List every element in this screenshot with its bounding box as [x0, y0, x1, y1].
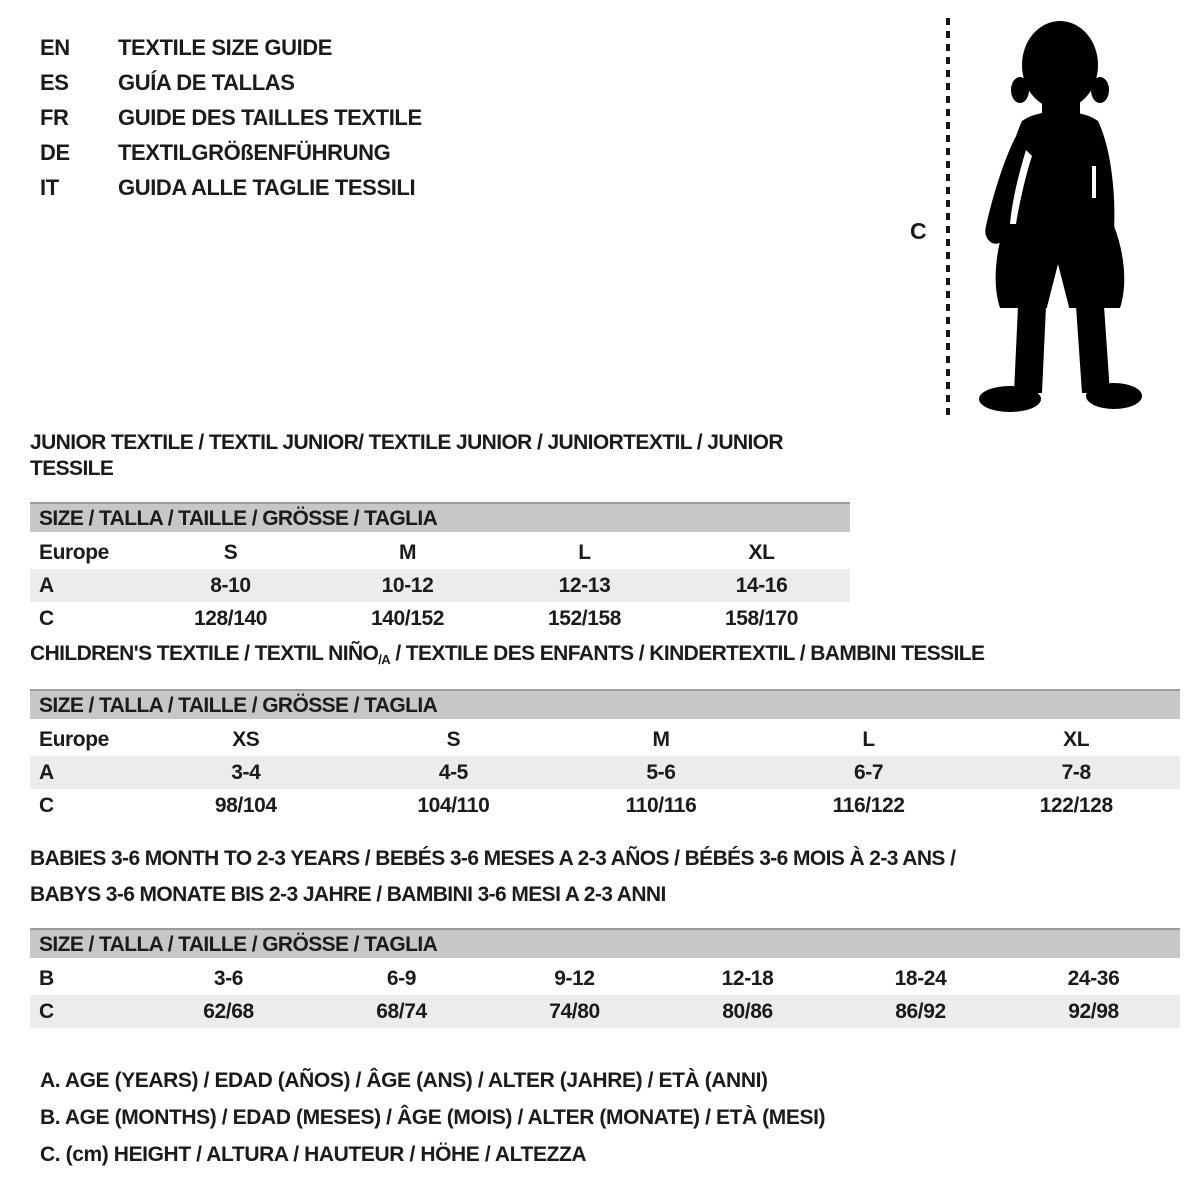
size-cell: 7-8 — [1061, 761, 1091, 784]
size-cell: 6-7 — [854, 761, 884, 784]
size-cell: 3-6 — [213, 967, 244, 990]
toddler-figure — [880, 10, 1180, 435]
language-code: IT — [40, 175, 59, 200]
language-row — [40, 65, 422, 100]
size-cell: 12-13 — [558, 574, 611, 597]
size-cell: 98/104 — [214, 794, 277, 817]
legend-notes — [40, 1062, 825, 1173]
guide-title: TEXTILE SIZE GUIDE — [118, 35, 333, 60]
size-cell: XL — [748, 541, 775, 564]
language-code: ES — [40, 70, 69, 95]
size-cell: 14-16 — [735, 574, 788, 597]
size-cell: 6-9 — [386, 967, 417, 990]
table-title: CHILDREN'S TEXTILE / TEXTIL NIÑO/A / TEXTILE DES ENFANTS / KINDERTEXTIL / BAMBINI TESSILE — [30, 642, 985, 667]
size-cell: 68/74 — [376, 1000, 427, 1023]
size-cell: S — [223, 541, 238, 564]
table-row-a — [30, 756, 1180, 789]
row-label: A — [39, 761, 54, 784]
size-cell: 110/116 — [625, 794, 697, 817]
size-cell: M — [652, 728, 670, 751]
height-dashed-line — [946, 18, 950, 418]
table-title: JUNIOR TEXTILE / TEXTIL JUNIOR/ TEXTILE JUNIOR / JUNIORTEXTIL / JUNIOR TESSILE — [30, 431, 783, 480]
table-row-c — [30, 602, 850, 635]
size-cell: 140/152 — [370, 607, 445, 630]
language-row — [40, 100, 422, 135]
language-row — [40, 30, 422, 65]
size-cell: L — [862, 728, 875, 751]
language-row — [40, 135, 422, 170]
size-cell: 74/80 — [549, 1000, 600, 1023]
row-label: Europe — [39, 541, 109, 564]
size-cell: 5-6 — [646, 761, 676, 784]
size-cell: 128/140 — [193, 607, 268, 630]
size-cell: 86/92 — [895, 1000, 946, 1023]
table-row-b — [30, 962, 1180, 995]
size-cell: XS — [232, 728, 260, 751]
table-row-c — [30, 789, 1180, 822]
table-row-c — [30, 995, 1180, 1028]
size-cell: XL — [1063, 728, 1090, 751]
table-title: BABIES 3-6 MONTH TO 2-3 YEARS / BEBÉS 3-6 MESES A 2-3 AÑOS / BÉBÉS 3-6 MOIS À 2-3 ANS / — [30, 847, 956, 870]
size-cell: 10-12 — [381, 574, 434, 597]
table-row-europe — [30, 536, 850, 569]
table-row-a — [30, 569, 850, 602]
guide-title: GUÍA DE TALLAS — [118, 70, 295, 95]
size-cell: 80/86 — [722, 1000, 773, 1023]
size-cell: 24-36 — [1067, 967, 1120, 990]
size-cell: 158/170 — [724, 607, 799, 630]
size-cell: 152/158 — [547, 607, 622, 630]
babies-section-titles — [30, 846, 1180, 908]
children-size-table — [30, 689, 1180, 822]
junior-textile-section — [30, 430, 850, 635]
children-textile-section — [30, 641, 1180, 822]
size-cell: 62/68 — [203, 1000, 254, 1023]
guide-title: GUIDE DES TAILLES TEXTILE — [118, 105, 422, 130]
babies-size-table — [30, 928, 1180, 1028]
children-section-titles — [30, 641, 1180, 669]
height-measure-label: C — [910, 218, 927, 244]
size-cell: S — [446, 728, 461, 751]
junior-section-titles — [30, 430, 850, 482]
legend-note: A. AGE (YEARS) / EDAD (AÑOS) / ÂGE (ANS) / ALTER (JAHRE) / ETÀ (ANNI) — [40, 1069, 768, 1092]
row-label: C — [39, 1000, 54, 1023]
size-cell: 116/122 — [832, 794, 905, 817]
size-cell: M — [398, 541, 417, 564]
size-cell: 9-12 — [554, 967, 595, 990]
junior-size-table — [30, 502, 850, 635]
size-header-bar: SIZE / TALLA / TAILLE / GRÖSSE / TAGLIA — [30, 928, 1180, 958]
size-cell: 92/98 — [1068, 1000, 1119, 1023]
row-label: C — [39, 794, 54, 817]
size-header-bar: SIZE / TALLA / TAILLE / GRÖSSE / TAGLIA — [30, 689, 1180, 719]
language-code: EN — [40, 35, 70, 60]
size-cell: 4-5 — [438, 761, 468, 784]
size-cell: 8-10 — [210, 574, 251, 597]
table-row-europe — [30, 723, 1180, 756]
toddler-silhouette-icon — [968, 18, 1145, 425]
row-label: A — [39, 574, 54, 597]
row-label: C — [39, 607, 54, 630]
babies-textile-section — [30, 846, 1180, 1028]
guide-title: GUIDA ALLE TAGLIE TESSILI — [118, 175, 416, 200]
table-title: BABYS 3-6 MONATE BIS 2-3 JAHRE / BAMBINI 3-6 MESI A 2-3 ANNI — [30, 883, 666, 906]
language-title-list — [40, 30, 422, 205]
language-code: FR — [40, 105, 69, 130]
size-cell: L — [578, 541, 591, 564]
size-cell: 18-24 — [894, 967, 947, 990]
row-label: Europe — [39, 728, 109, 751]
size-cell: 122/128 — [1039, 794, 1113, 817]
language-row — [40, 170, 422, 205]
language-code: DE — [40, 140, 70, 165]
size-cell: 12-18 — [721, 967, 774, 990]
legend-note: C. (cm) HEIGHT / ALTURA / HAUTEUR / HÖHE / ALTEZZA — [40, 1143, 587, 1166]
size-cell: 104/110 — [417, 794, 490, 817]
size-cell: 3-4 — [231, 761, 261, 784]
legend-note: B. AGE (MONTHS) / EDAD (MESES) / ÂGE (MOIS) / ALTER (MONATE) / ETÀ (MESI) — [40, 1106, 826, 1129]
guide-title: TEXTILGRÖßENFÜHRUNG — [118, 140, 391, 165]
size-header-bar: SIZE / TALLA / TAILLE / GRÖSSE / TAGLIA — [30, 502, 850, 532]
row-label: B — [39, 967, 54, 990]
